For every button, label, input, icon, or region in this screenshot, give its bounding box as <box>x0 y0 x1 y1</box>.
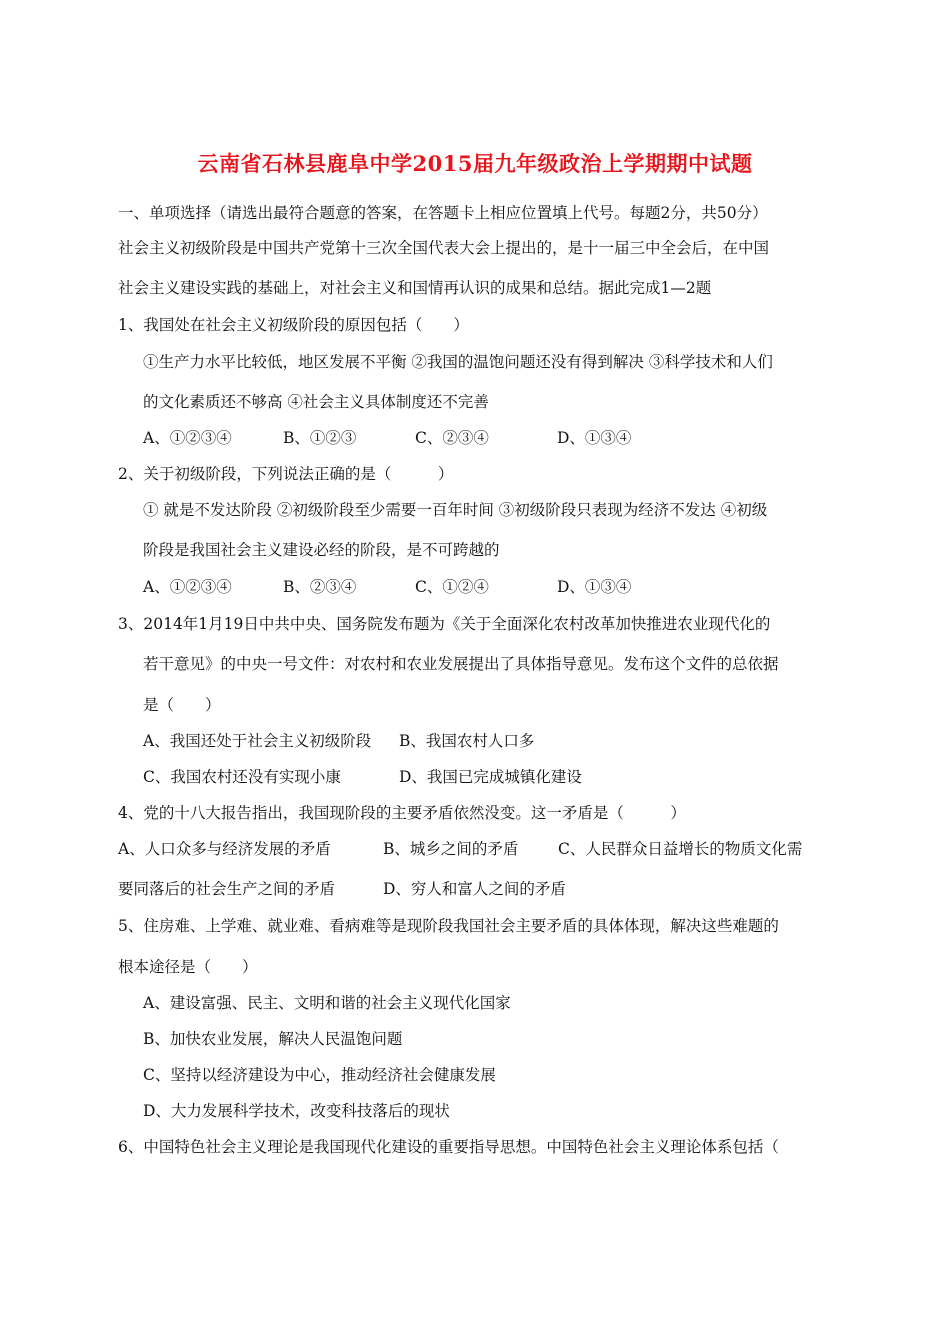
q5-option-b: B、加快农业发展，解决人民温饱问题 <box>143 1030 403 1048</box>
q3-stem-line-3: 是（ ） <box>143 696 221 714</box>
q6-stem: 6、中国特色社会主义理论是我国现代化建设的重要指导思想。中国特色社会主义理论体系包括（ <box>118 1138 779 1156</box>
q5-option-d: D、大力发展科学技术，改变科技落后的现状 <box>143 1102 450 1120</box>
q2-items-line-2: 阶段是我国社会主义建设必经的阶段，是不可跨越的 <box>143 541 500 559</box>
q3-option-d: D、我国已完成城镇化建设 <box>399 768 582 786</box>
q5-stem-line-1: 5、住房难、上学难、就业难、看病难等是现阶段我国社会主要矛盾的具体体现，解决这些难题的 <box>118 917 779 935</box>
q1-option-b: B、①②③ <box>283 429 357 447</box>
q4-option-b: B、城乡之间的矛盾 <box>383 840 519 858</box>
q2-option-b: B、②③④ <box>283 578 357 596</box>
q2-option-a: A、①②③④ <box>143 578 232 596</box>
q4-option-a: A、人口众多与经济发展的矛盾 <box>118 840 331 858</box>
q2-items-line-1: ① 就是不发达阶段 ②初级阶段至少需要一百年时间 ③初级阶段只表现为经济不发达 ④初级 <box>143 501 768 519</box>
q1-option-c: C、②③④ <box>415 429 489 447</box>
q3-option-b: B、我国农村人口多 <box>399 732 535 750</box>
q4-option-c-cont: 要同落后的社会生产之间的矛盾 <box>118 880 336 898</box>
q5-option-a: A、建设富强、民主、文明和谐的社会主义现代化国家 <box>143 994 511 1012</box>
q4-stem: 4、党的十八大报告指出，我国现阶段的主要矛盾依然没变。这一矛盾是（ ） <box>118 804 686 822</box>
q4-option-d: D、穷人和富人之间的矛盾 <box>383 880 566 898</box>
q3-stem-line-1: 3、2014年1月19日中共中央、国务院发布题为《关于全面深化农村改革加快推进农业现代化的 <box>118 615 771 633</box>
q4-option-c: C、人民群众日益增长的物质文化需 <box>558 840 803 858</box>
q1-option-d: D、①③④ <box>557 429 632 447</box>
exam-title: 云南省石林县鹿阜中学2015届九年级政治上学期期中试题 <box>197 151 753 176</box>
intro-line-1: 社会主义初级阶段是中国共产党第十三次全国代表大会上提出的，是十一届三中全会后，在中国 <box>118 239 770 257</box>
q5-option-c: C、坚持以经济建设为中心，推动经济社会健康发展 <box>143 1066 496 1084</box>
q2-stem: 2、关于初级阶段，下列说法正确的是（ ） <box>118 465 454 483</box>
section-header: 一、单项选择（请选出最符合题意的答案，在答题卡上相应位置填上代号。每题2分，共50分） <box>118 204 768 222</box>
q1-items-line-2: 的文化素质还不够高 ④社会主义具体制度还不完善 <box>143 393 489 411</box>
q3-stem-line-2: 若干意见》的中央一号文件：对农村和农业发展提出了具体指导意见。发布这个文件的总依据 <box>143 655 779 673</box>
q5-stem-line-2: 根本途径是（ ） <box>118 958 258 976</box>
q1-items-line-1: ①生产力水平比较低，地区发展不平衡 ②我国的温饱问题还没有得到解决 ③科学技术和人们 <box>143 353 773 371</box>
q2-option-c: C、①②④ <box>415 578 489 596</box>
q3-option-c: C、我国农村还没有实现小康 <box>143 768 341 786</box>
q3-option-a: A、我国还处于社会主义初级阶段 <box>143 732 372 750</box>
q1-option-a: A、①②③④ <box>143 429 232 447</box>
q2-option-d: D、①③④ <box>557 578 632 596</box>
intro-line-2: 社会主义建设实践的基础上，对社会主义和国情再认识的成果和总结。据此完成1—2题 <box>118 279 712 297</box>
q1-stem: 1、我国处在社会主义初级阶段的原因包括（ ） <box>118 316 469 334</box>
